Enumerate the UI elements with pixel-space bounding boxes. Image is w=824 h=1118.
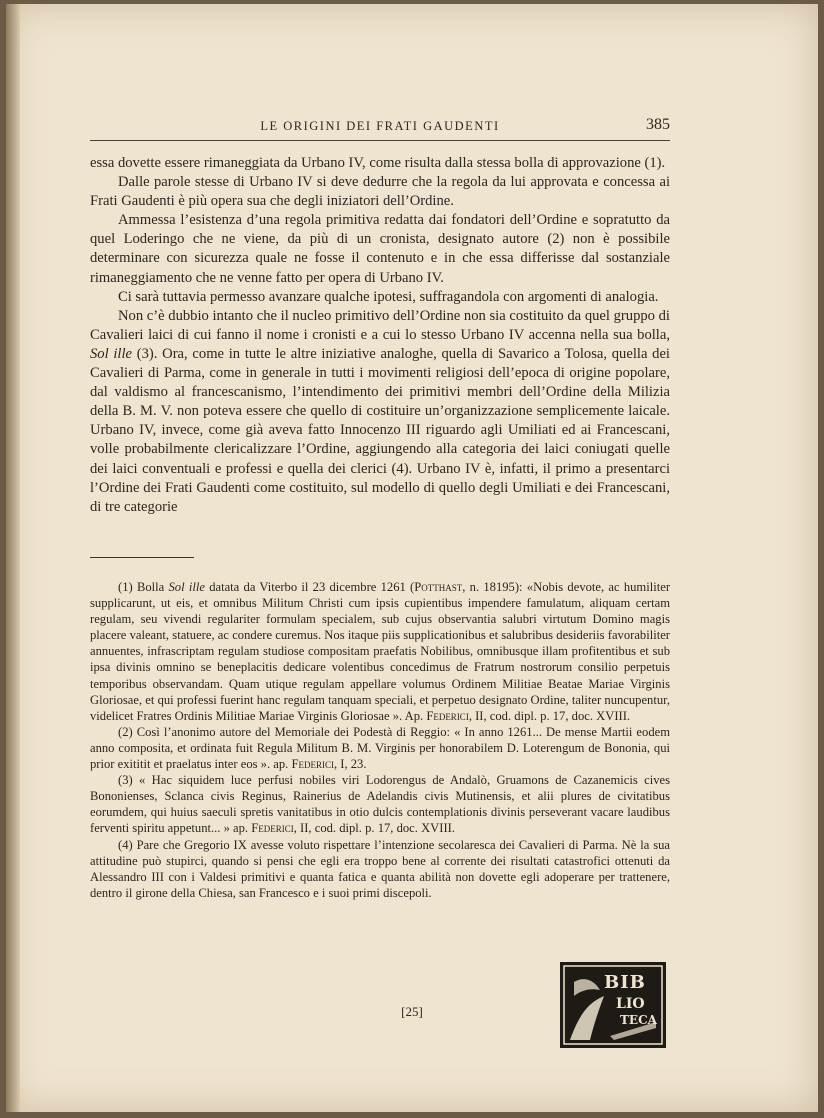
footnote-1-author-2: Federici <box>426 708 469 723</box>
footnote-3-text-a: (3) « Hac siquidem luce perfusi nobiles viri Lodorengus de Andalò, Gruamons de Cazanemicis cives Bononienses, Sclanca civis Reginus, Rainerius de Adelandis civis Mutinensis, et alii plures de civitatibus eorumdem, qui huius saeculi spretis vanitatibus in otio dulcis contemplationis divinis perseverant vacare laudibus ferventi spiritu appetunt... » ap. <box>90 773 670 836</box>
page-gutter-shadow <box>6 4 20 1112</box>
paragraph-1: essa dovette essere rimaneggiata da Urbano IV, come risulta dalla stessa bolla di approvazione (1). <box>90 155 666 171</box>
footnote-1-text-a: datata da Viterbo il 23 dicembre 1261 ( <box>209 580 415 594</box>
paragraph-5-end: (3). Ora, come in tutte le altre iniziative analoghe, quella di Savarico a Tolosa, quella dei Cavalieri di Parma, come in generale in tutti i movimenti religiosi dell’epoca di origine popolare, dal valdismo al francescanismo, l’intendimento dei primitivi membri dell’Ordine della Milizia della B. M. V. non poteva essere che quello di costituire un’organizzazione semplicemente laicale. Urbano IV, invece, come già aveva fatto Innocenzo III riguardo agli Umiliati ed ai Francescani, volle probabilmente clericalizzare l’Ordine, aggiungendo alla categoria dei laici coniugati quelle dei laici conventuali e professi e quella dei clerici (4). Urbano IV è, infatti, il primo a presentarci l’Ordine dei Frati Gaudenti come costituito, sul modello di quello degli Umiliati e dei Francescani, di tre categorie <box>90 345 670 515</box>
library-stamp-icon <box>560 962 666 1048</box>
footnote-1-text-b: , n. 18195): «Nobis devote, ac humiliter supplicarunt, ut eis, et omnibus Militum Christi cum ipsis cupientibus impendere famulatum, aliquam certam regulam, seu vivendi regulariter formulam specialem, sub cujus observantia salubri virtutum Domino magis placere valeant, statuere, ac condere curemus. Nos itaque piis supplicationibus et salubribus desideriis favorabiliter annuentes, infrascriptam regulam studiose compositam praefatis Nobilibus, omnibusque illam profitentibus et sub ipsa divinis omnino se beneplacitis dedicare volentibus concedimus de Fratrum nostrorum consilio perpetuis temporibus observandam. Quam utique regulam appellare volumus Ordinem Militiae Beatae Mariae Virginis Gloriosae, et qui professi fuerint hanc regulam tanquam speciali, et perpetuo designato Ordine, taliter nuncupentur, videlicet Fratres Ordinis Militiae Mariae Virginis Gloriosae ». Ap. <box>90 580 671 723</box>
footnotes <box>90 579 670 901</box>
footnote-2-author: Federici <box>291 757 334 772</box>
footnote-2 <box>90 724 670 772</box>
svg-text:BIB: BIB <box>604 972 646 993</box>
footnote-4: (4) Pare che Gregorio IX avesse voluto rispettare l’intenzione secolaresca dei Cavalieri di Parma. Nè la sua attitudine può stupirci, quando si pensi che egli era troppo bene al corrente dei risultati catastrofici ottenuti da Alessandro III con i Valdesi primitivi e quanta fatica e quanta abilità non dovette egli adoperare per trattenere, dentro il girone della Chiesa, san Francesco e i suoi primi discepoli. <box>90 837 670 900</box>
paragraph-5 <box>90 307 670 517</box>
running-header <box>90 114 670 141</box>
footnote-1-text-c: , II, cod. dipl. p. 17, doc. XVIII. <box>468 708 631 723</box>
folio-mark: [25] <box>401 1004 423 1019</box>
book-page <box>6 4 818 1112</box>
bull-title: Sol ille <box>90 345 133 362</box>
paragraph-5-start: Non c’è dubbio intanto che il nucleo primitivo dell’Ordine non sia costituito da quel gruppo di Cavalieri laici di cui fanno il nome i cronisti e a cui lo stesso Urbano IV accenna nella sua bolla, <box>90 307 670 343</box>
footnote-2-text-b: , I, 23. <box>333 757 367 772</box>
main-text <box>90 154 670 517</box>
footnote-1-number: (1) Bolla <box>118 580 165 594</box>
page-number: 385 <box>646 116 670 133</box>
footnote-1-title: Sol ille <box>168 580 205 594</box>
footnote-3-text-b: , II, cod. dipl. p. 17, doc. XVIII. <box>293 821 455 836</box>
footnote-1-author-1: Potthast <box>414 580 463 594</box>
footnote-3-author: Federici <box>251 821 294 836</box>
paragraph-3: Ammessa l’esistenza d’una regola primitiva redatta dai fondatori dell’Ordine e sopratutto da quel Loderingo che ne viene, da più di un cronista, designato autore (2) non è possibile determinare con sicurezza quale ne fosse il contenuto e in che essa differisse dal sostanziale rimaneggiamento che ne venne fatto per opera di Urbano IV. <box>90 212 670 286</box>
paragraph-4: Ci sarà tuttavia permesso avanzare qualche ipotesi, suffragandola con argomenti di analogia. <box>118 288 659 305</box>
svg-text:LIO: LIO <box>616 996 645 1012</box>
footnote-1 <box>90 579 670 724</box>
footnote-separator <box>90 557 194 558</box>
footnote-2-text-a: (2) Così l’anonimo autore del Memoriale dei Podestà di Reggio: « In anno 1261... De mense Martii eodem anno composita, et ordinata fuit Regula Militum B. M. Virginis per honorabilem D. Loterengum de Bononia, qui prior exititit et praelatus inter eos ». ap. <box>90 724 670 772</box>
footnote-3 <box>90 772 670 836</box>
paragraph-2: Dalle parole stesse di Urbano IV si deve dedurre che la regola da lui approvata e concessa ai Frati Gaudenti è più opera sua che degli iniziatori dell’Ordine. <box>90 174 670 210</box>
svg-text:TECA: TECA <box>620 1013 657 1027</box>
running-title: LE ORIGINI DEI FRATI GAUDENTI <box>260 119 500 133</box>
